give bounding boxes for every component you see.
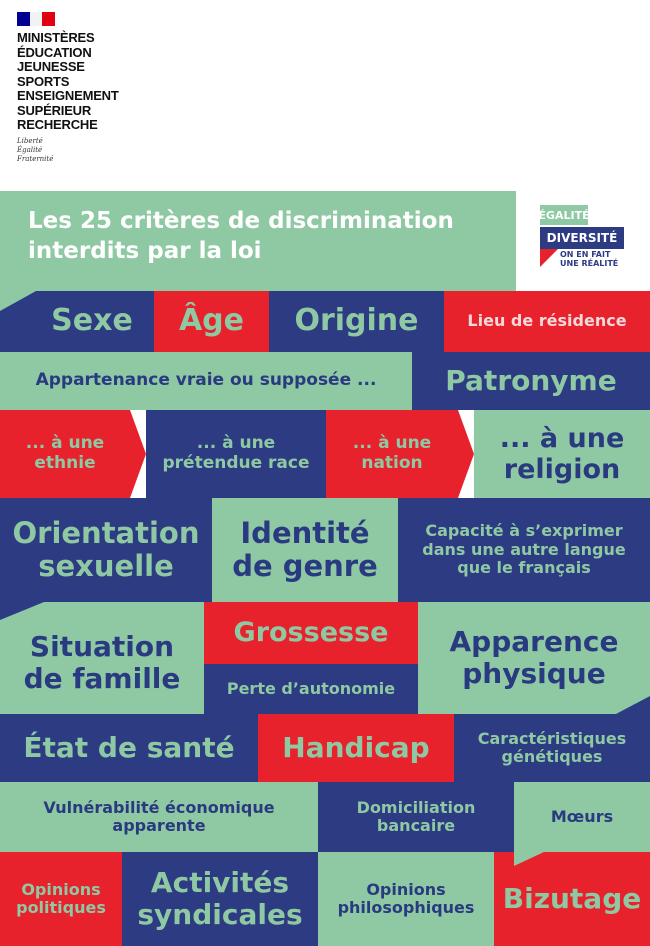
- motto-line: Liberté: [17, 137, 43, 145]
- criterion-appartenance: Appartenance vraie ou supposée ...: [0, 352, 412, 410]
- langue-line: dans une autre langue: [422, 539, 626, 559]
- apparence-line: physique: [462, 657, 606, 690]
- religion-line: ... à une: [499, 422, 625, 454]
- criterion-race: [146, 410, 326, 498]
- syndicales-line: Activités: [150, 865, 290, 899]
- ethnie-line: ethnie: [34, 453, 96, 473]
- criterion-orientation-sexuelle: [0, 498, 212, 602]
- criterion-caracteristiques-genetiques: [454, 714, 650, 782]
- religion-line: religion: [503, 454, 621, 485]
- badge-tagline-line: UNE RÉALITÉ: [560, 259, 619, 268]
- criterion-sexe: Sexe: [51, 303, 133, 339]
- opinions-pol-line: Opinions: [21, 879, 101, 899]
- criterion-opinions-philosophiques: [318, 852, 494, 946]
- arrow-right-icon: [130, 410, 146, 498]
- badge-diversite: DIVERSITÉ: [540, 227, 624, 249]
- criterion-patronyme: Patronyme: [412, 352, 650, 410]
- badge-tail: [540, 249, 558, 267]
- ministry-line: ÉDUCATION: [17, 44, 92, 60]
- ministry-name: [17, 31, 217, 133]
- criterion-handicap: Handicap: [258, 714, 454, 782]
- orientation-line: sexuelle: [38, 549, 174, 583]
- poster-title: [28, 206, 498, 266]
- ethnie-line: ... à une: [25, 433, 105, 454]
- criterion-origine: Origine: [269, 291, 444, 352]
- nation-line: ... à une: [352, 433, 432, 454]
- republic-motto: [17, 137, 53, 164]
- ministry-line: ENSEIGNEMENT: [17, 88, 119, 103]
- race-line: prétendue race: [162, 453, 310, 473]
- criterion-vulnerabilite: [0, 782, 318, 852]
- criterion-ethnie: [0, 410, 130, 498]
- ministry-line: SUPÉRIEUR: [17, 102, 92, 118]
- criterion-nation: [326, 410, 458, 498]
- ministry-line: RECHERCHE: [17, 117, 98, 132]
- ministry-line: JEUNESSE: [17, 59, 85, 74]
- orientation-line: Orientation: [12, 515, 200, 550]
- criterion-activites-syndicales: [122, 852, 318, 946]
- marianne-flag-logo: [17, 12, 55, 26]
- opinions-phi-line: philosophiques: [337, 898, 475, 917]
- criterion-bizutage: Bizutage: [494, 852, 650, 946]
- genetique-line: génétiques: [501, 747, 603, 766]
- criterion-age: Âge: [154, 291, 269, 352]
- opinions-pol-line: politiques: [16, 898, 106, 917]
- arrow-right-icon: [458, 410, 474, 498]
- race-line: ... à une: [196, 433, 276, 454]
- langue-line: Capacité à s’exprimer: [425, 521, 623, 541]
- tile-notch: [616, 696, 650, 714]
- identite-line: Identité: [240, 515, 370, 550]
- genetique-line: Caractéristiques: [477, 728, 627, 748]
- criterion-moeurs: Mœurs: [514, 782, 650, 852]
- criterion-lieu-residence: Lieu de résidence: [444, 291, 650, 352]
- langue-line: que le français: [457, 558, 591, 578]
- tile-notch: [514, 852, 544, 866]
- identite-line: de genre: [232, 549, 378, 583]
- criterion-identite-genre: [212, 498, 398, 602]
- ministry-line: MINISTÈRES: [17, 30, 95, 45]
- tile-notch: [0, 602, 44, 620]
- domiciliation-line: bancaire: [376, 816, 456, 835]
- badge-tagline-line: ON EN FAIT: [560, 250, 611, 259]
- apparence-line: Apparence: [449, 624, 619, 658]
- criterion-opinions-politiques: [0, 852, 122, 946]
- poster-title-line: interdits par la loi: [28, 238, 262, 264]
- opinions-phi-line: Opinions: [366, 879, 446, 899]
- criterion-grossesse: Grossesse: [204, 602, 418, 664]
- criterion-etat-sante: État de santé: [0, 714, 258, 782]
- vulnerabilite-line: apparente: [112, 816, 206, 835]
- criterion-domiciliation-bancaire: [318, 782, 514, 852]
- ministry-line: SPORTS: [17, 73, 70, 89]
- nation-line: nation: [361, 453, 423, 473]
- famille-line: de famille: [23, 662, 181, 695]
- criterion-langue: [398, 498, 650, 602]
- criterion-religion: [474, 410, 650, 498]
- poster-title-line: Les 25 critères de discrimination: [28, 208, 454, 234]
- criterion-perte-autonomie: Perte d’autonomie: [204, 664, 418, 714]
- badge-tagline: [560, 250, 626, 268]
- motto-line: Fraternité: [17, 155, 54, 163]
- vulnerabilite-line: Vulnérabilité économique: [43, 797, 275, 817]
- famille-line: Situation: [29, 629, 175, 663]
- domiciliation-line: Domiciliation: [356, 797, 476, 817]
- badge-egalite: ÉGALITÉ: [540, 205, 588, 225]
- syndicales-line: syndicales: [137, 898, 303, 931]
- motto-line: Égalité: [17, 146, 43, 154]
